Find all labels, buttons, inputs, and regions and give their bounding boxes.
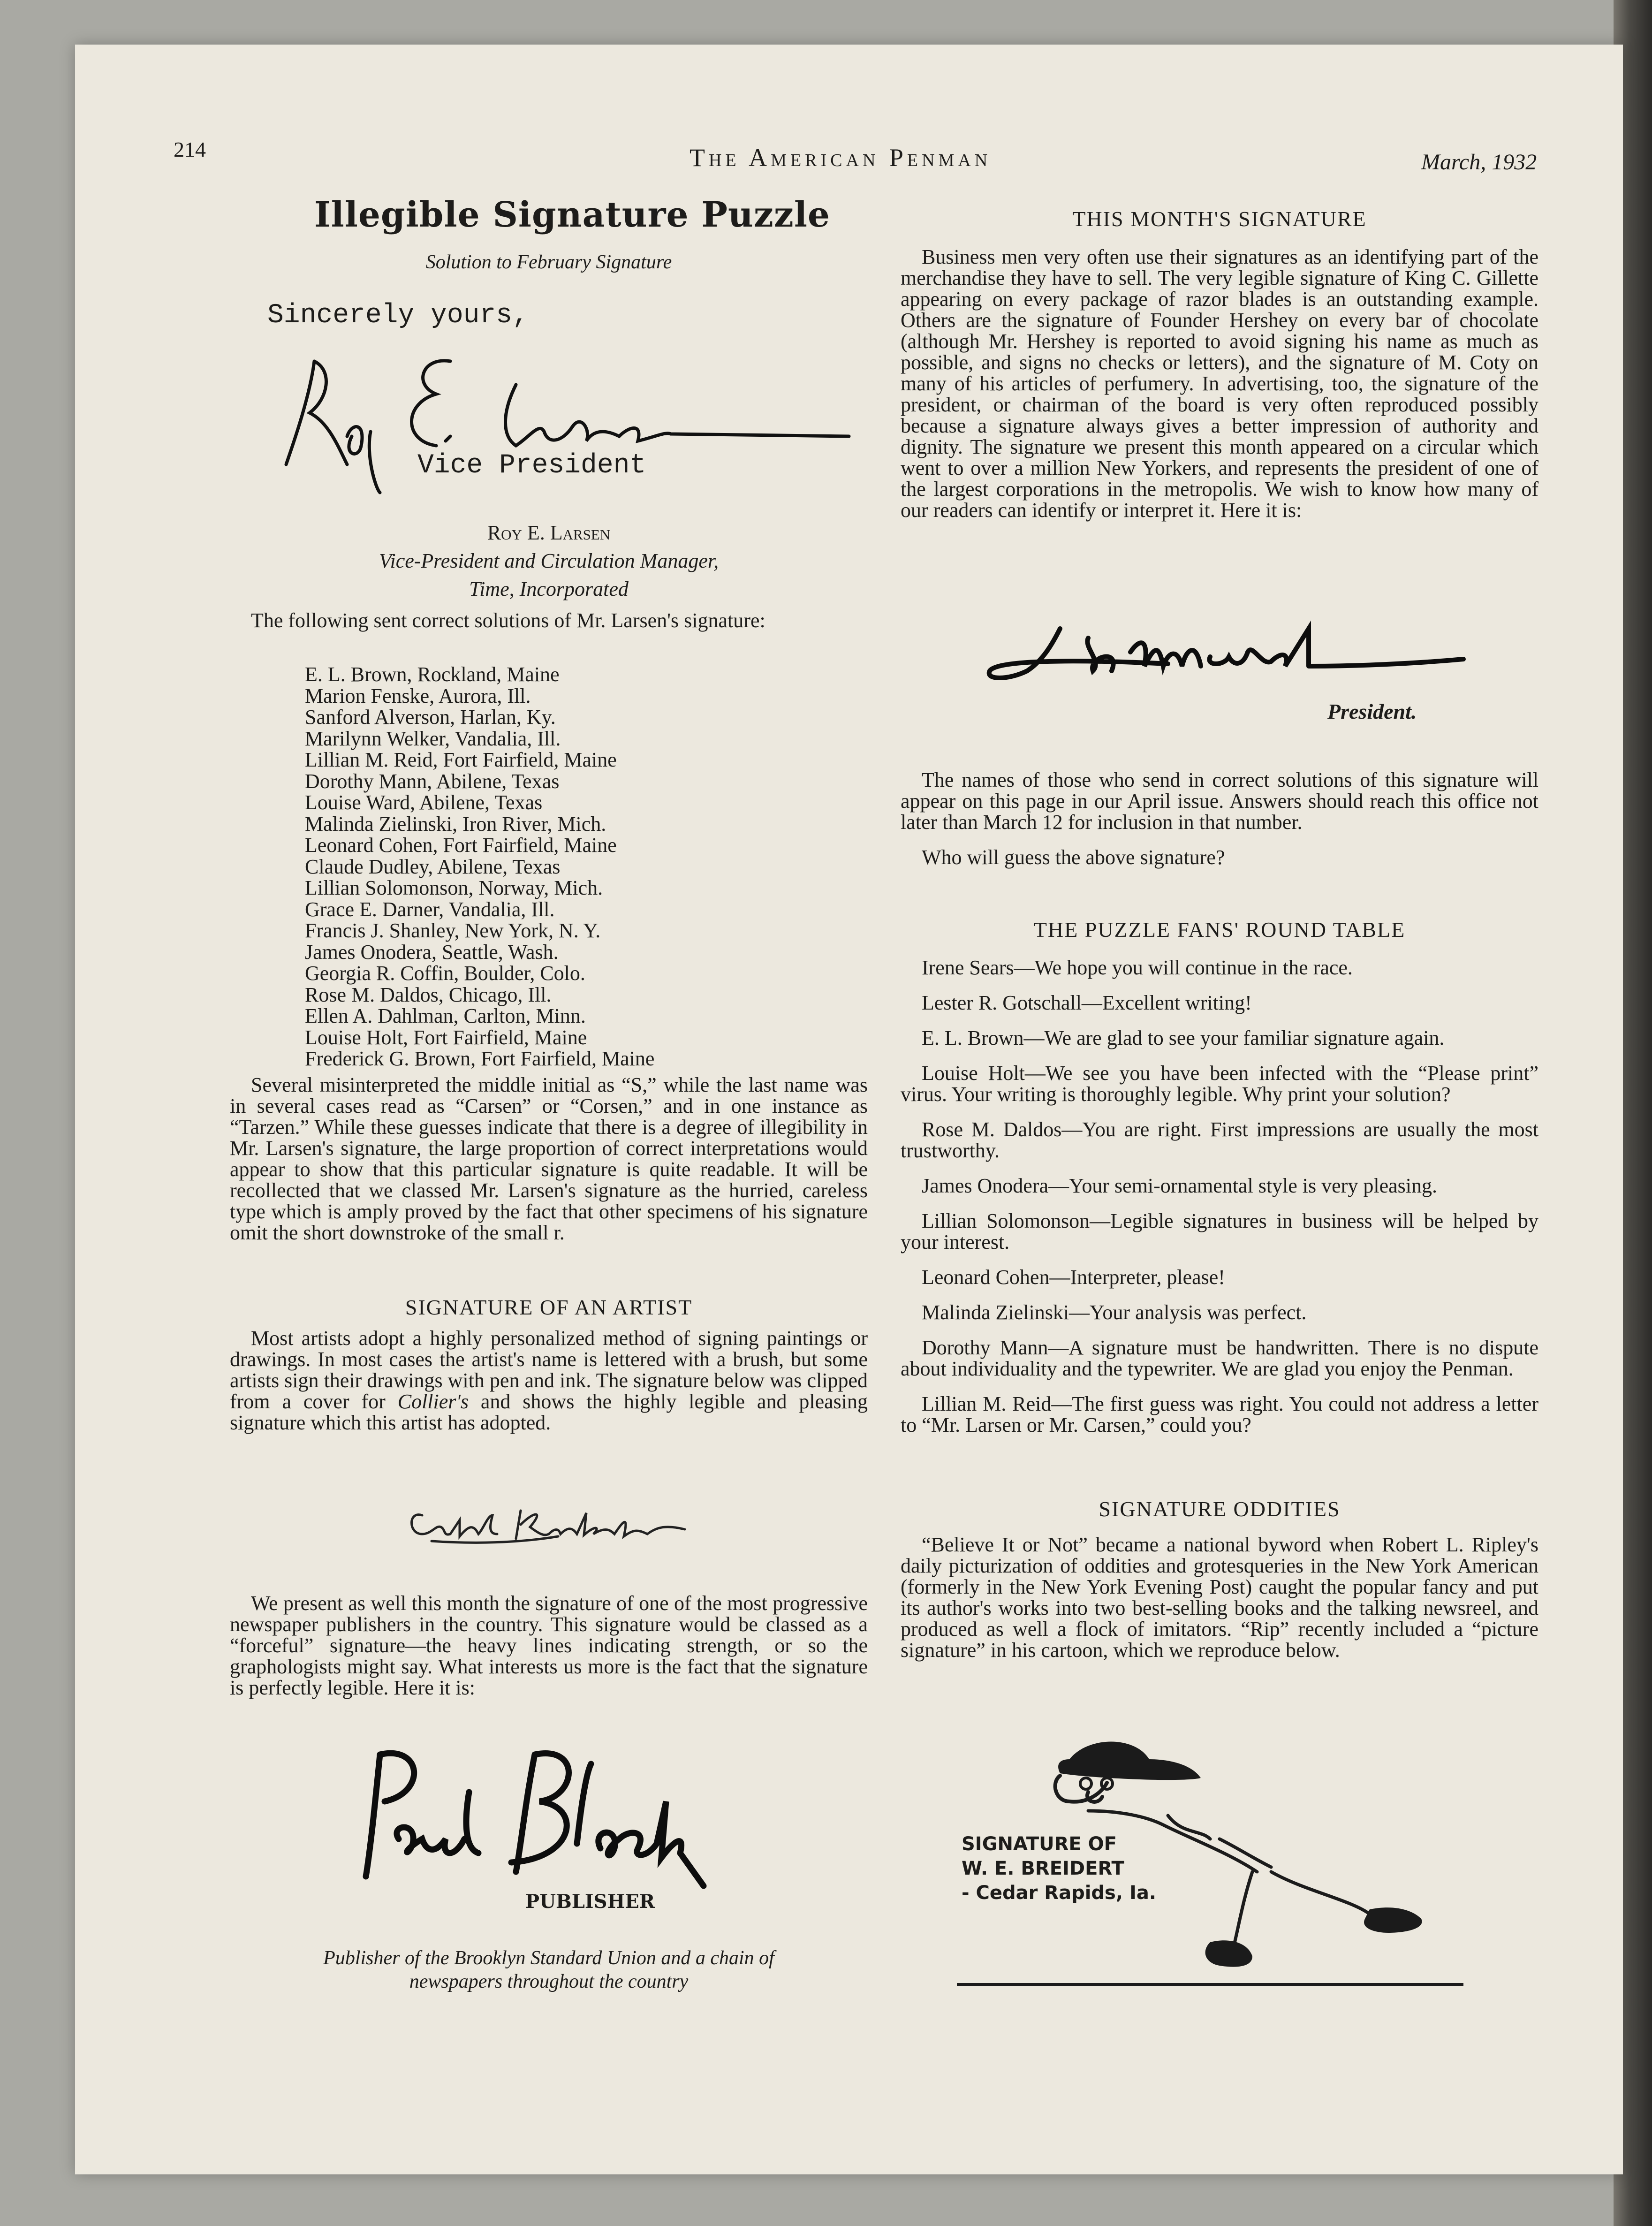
solver-item: Francis J. Shanley, New York, N. Y. bbox=[305, 919, 601, 942]
solver-item: Grace E. Darner, Vandalia, Ill. bbox=[305, 897, 555, 921]
publisher-block bbox=[230, 1593, 868, 1712]
colliers-name: Collier's bbox=[397, 1390, 469, 1413]
letter-closing: Sincerely yours, bbox=[267, 300, 529, 331]
artist-heading: SIGNATURE OF AN ARTIST bbox=[405, 1295, 693, 1319]
solver-item: Marion Fenske, Aurora, Ill. bbox=[305, 684, 531, 707]
oddities-paragraph: “Believe It or Not” became a national byword when Robert L. Ripley's daily picturization of oddities and grotesqueries in the New York American (formerly in the New York Evening Post) caught the popular fancy and put its author's works into two best-selling books and the talking newsreel, and produced as well a flock of imitators. “Rip” recently included a “picture signature” in his cartoon, which we reproduce below. bbox=[901, 1533, 1538, 1662]
publisher-label: PUBLISHER bbox=[525, 1891, 655, 1913]
misinterpreted-block bbox=[230, 1074, 868, 1257]
publisher-paragraph: We present as well this month the signature of one of the most progressive newspaper publishers in the country. This signature would be classed as a “forceful” signature—the heavy lines indicating strength, or so the graphologists might say. What interests us more is the fact that the signature is perfectly legible. Here it is: bbox=[230, 1592, 868, 1699]
solver-item: E. L. Brown, Rockland, Maine bbox=[305, 663, 560, 686]
oddities-block bbox=[901, 1534, 1538, 1675]
roundtable-item: Malinda Zielinski—Your analysis was perfect. bbox=[922, 1301, 1307, 1324]
roundtable-item: Louise Holt—We see you have been infected with the “Please print” virus. Your writing is thoroughly legible. Why print your solution? bbox=[901, 1062, 1538, 1106]
solver-item: Rose M. Daldos, Chicago, Ill. bbox=[305, 983, 552, 1006]
artist-paragraph bbox=[230, 1328, 868, 1433]
roundtable-item: James Onodera—Your semi-ornamental style is very pleasing. bbox=[922, 1174, 1437, 1197]
roundtable-item: E. L. Brown—We are glad to see your familiar signature again. bbox=[922, 1026, 1445, 1049]
signer-name: Roy E. Larsen bbox=[487, 521, 611, 544]
solver-item: Malinda Zielinski, Iron River, Mich. bbox=[305, 812, 606, 836]
puzzle-title: Illegible Signature Puzzle bbox=[314, 195, 831, 235]
puzzle-subtitle: Solution to February Signature bbox=[425, 251, 672, 273]
solver-item: Marilynn Welker, Vandalia, Ill. bbox=[305, 727, 561, 750]
solver-item: Leonard Cohen, Fort Fairfield, Maine bbox=[305, 834, 617, 857]
solver-item: Ellen A. Dahlman, Carlton, Minn. bbox=[305, 1004, 586, 1027]
who-paragraph: Who will guess the above signature? bbox=[922, 846, 1225, 869]
solver-item: James Onodera, Seattle, Wash. bbox=[305, 940, 559, 964]
cartoon-line-2: W. E. BREIDERT bbox=[962, 1858, 1124, 1879]
page-number: 214 bbox=[174, 137, 206, 161]
solver-item: Frederick G. Brown, Fort Fairfield, Maine bbox=[305, 1047, 655, 1070]
solver-item: Georgia R. Coffin, Boulder, Colo. bbox=[305, 962, 585, 985]
running-title: The American Penman bbox=[690, 144, 992, 172]
solver-item: Sanford Alverson, Harlan, Ky. bbox=[305, 706, 556, 729]
solver-item: Dorothy Mann, Abilene, Texas bbox=[305, 769, 560, 793]
roundtable-item: Dorothy Mann—A signature must be handwritten. There is no dispute about individuality and the typewriter. We are glad you enjoy the Penman. bbox=[901, 1336, 1538, 1380]
roundtable-item: Rose M. Daldos—You are right. First impressions are usually the most trustworthy. bbox=[901, 1118, 1538, 1162]
artist-block bbox=[230, 1328, 868, 1447]
publisher-caption-1: Publisher of the Brooklyn Standard Union and a chain of bbox=[323, 1947, 774, 1969]
oddities-heading: SIGNATURE ODDITIES bbox=[1099, 1497, 1341, 1521]
solver-item: Lillian M. Reid, Fort Fairfield, Maine bbox=[305, 748, 617, 771]
kirkbride-signature bbox=[403, 1501, 704, 1553]
roundtable-item: Irene Sears—We hope you will continue in the race. bbox=[922, 956, 1353, 979]
month-block bbox=[901, 246, 1538, 535]
roundtable-item: Lillian Solomonson—Legible signatures in business will be helped by your interest. bbox=[901, 1209, 1538, 1254]
president-label: President. bbox=[1327, 699, 1417, 723]
solver-item: Louise Ward, Abilene, Texas bbox=[305, 791, 543, 814]
artist-text-part2: and shows the highly legible and pleasing signature which this artist has adopted. bbox=[230, 1390, 868, 1434]
roundtable-item: Leonard Cohen—Interpreter, please! bbox=[922, 1266, 1225, 1289]
roundtable-item: Lester R. Gotschall—Excellent writing! bbox=[922, 991, 1252, 1014]
paul-block-signature bbox=[356, 1745, 732, 1895]
artist-text-part1: Most artists adopt a highly personalized method of signing paintings or drawings. In most cases the artist's name is lettered with a brush, but some artists sign their drawings with pen and ink. The signature below was clipped from a cover for bbox=[230, 1327, 868, 1413]
misinterpreted-paragraph: Several misinterpreted the middle initial as “S,” while the last name was in several cases read as “Carsen” or “Corsen,” and in one instance as “Tarzen.” While these guesses indicate that there is a degree of illegibility in Mr. Larsen's signature, the large proportion of correct interpretations would appear to show that this particular signature is quite readable. It will be recollected that we classed Mr. Larsen's signature as the hurried, careless type which is amply proved by the fact that other specimens of his signature omit the short downstroke of the small r. bbox=[230, 1073, 868, 1244]
president-signature bbox=[980, 619, 1473, 694]
solvers-intro bbox=[230, 610, 868, 645]
roundtable-item: Lillian M. Reid—The first guess was right. You could not address a letter to “Mr. Larsen or Mr. Carsen,” could you? bbox=[901, 1392, 1538, 1436]
solver-item: Lillian Solomonson, Norway, Mich. bbox=[305, 876, 603, 899]
month-heading: THIS MONTH'S SIGNATURE bbox=[1072, 207, 1367, 231]
answers-paragraph: The names of those who send in correct solutions of this signature will appear on this page in our April issue. Answers should reach this office not later than March 12 for inclusion in that number. bbox=[901, 768, 1538, 834]
letter-signature-title: Vice President bbox=[417, 450, 646, 481]
roundtable-heading: THE PUZZLE FANS' ROUND TABLE bbox=[1033, 918, 1406, 942]
signer-company: Time, Incorporated bbox=[469, 577, 629, 600]
cartoon-line-1: SIGNATURE OF bbox=[962, 1833, 1117, 1855]
publisher-caption-2: newspapers throughout the country bbox=[409, 1971, 689, 1992]
cartoon-caption bbox=[962, 1832, 1156, 1905]
intro-paragraph: The following sent correct solutions of Mr. Larsen's signature: bbox=[251, 609, 765, 632]
solver-item: Claude Dudley, Abilene, Texas bbox=[305, 855, 561, 878]
answers-block bbox=[901, 769, 1538, 882]
month-paragraph: Business men very often use their signatures as an identifying part of the merchandise they have to sell. The very legible signature of King C. Gillette appearing on every package of razor blades is an outstanding example. Others are the signature of Founder Hershey on every bar of chocolate (although Mr. Hershey is reported to avoid signing his name as much as possible, and signs no checks or letters), and the signature of M. Coty on many of his articles of perfumery. In advertising, too, the signature of the president, or chairman of the board is very often reproduced possibly because a signature always gives a better impression of authority and dignity. The signature we present this month appeared on a circular which went to over a million New Yorkers, and represents the president of one of the largest corporations in the metropolis. We wish to know how many of our readers can identify or interpret it. Here it is: bbox=[901, 245, 1538, 522]
cartoon-line-3: - Cedar Rapids, Ia. bbox=[962, 1882, 1157, 1904]
signer-role: Vice-President and Circulation Manager, bbox=[379, 549, 719, 572]
roundtable-block bbox=[901, 957, 1538, 1450]
issue-date: March, 1932 bbox=[1421, 150, 1537, 175]
solvers-list bbox=[305, 664, 654, 1070]
solver-item: Louise Holt, Fort Fairfield, Maine bbox=[305, 1026, 587, 1049]
